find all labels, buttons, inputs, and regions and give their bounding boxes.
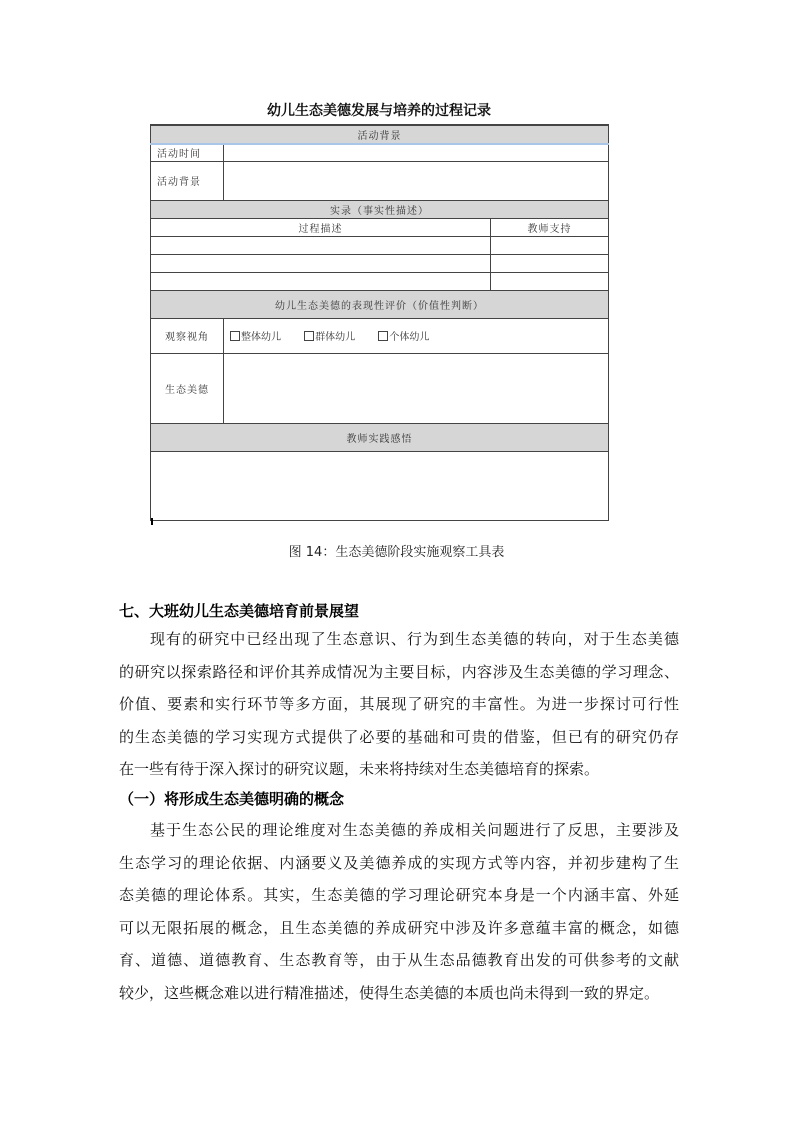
paragraph-line: 较少，这些概念难以进行精准描述，使得生态美德的本质也尚未得到一致的界定。 (119, 983, 660, 1002)
option-individual-child[interactable]: 个体幼儿 (378, 328, 429, 343)
eco-virtue-label: 生态美德 (151, 353, 224, 423)
subsection-heading: （一）将形成生态美德明确的概念 (119, 790, 345, 808)
text-cursor-mark (151, 518, 153, 525)
observation-table (150, 124, 609, 521)
paragraph-line: 生态学习的理论依据、内涵要义及美德养成的实现方式等内容，并初步建构了生 (119, 853, 679, 872)
evaluation-header: 幼儿生态美德的表现性评价（价值性判断） (151, 290, 609, 318)
activity-background-header: 活动背景 (151, 125, 609, 144)
paragraph-line: 的研究以探索路径和评价其养成情况为主要目标，内容涉及生态美德的学习理念、 (119, 662, 679, 681)
paragraph-line: 态美德的理论体系。其实，生态美德的学习理论研究本身是一个内涵丰富、外延 (119, 886, 679, 904)
paragraph-line: 价值、要素和实行环节等多方面，其展现了研究的丰富性。为进一步探讨可行性 (119, 695, 679, 713)
paragraph-line: 在一些有待于深入探讨的研究议题，未来将持续对生态美德培育的探索。 (119, 760, 600, 778)
checkbox-icon (378, 331, 388, 341)
section-paragraph (119, 623, 679, 786)
activity-time-label: 活动时间 (151, 144, 224, 161)
eco-virtue-value (224, 353, 609, 423)
subsection-paragraph (119, 814, 679, 1009)
checkbox-icon (304, 331, 314, 341)
perspective-label: 观察视角 (151, 318, 224, 353)
figure-caption: 图 14：生态美德阶段实施观察工具表 (288, 545, 505, 560)
paragraph-line: 可以无限拓展的概念，且生态美德的养成研究中涉及许多意蕴丰富的概念，如德 (119, 918, 679, 937)
paragraph-line: 育、道德、道德教育、生态教育等，由于从生态品德教育出发的可供参考的文献 (119, 951, 679, 969)
activity-background-value (224, 161, 609, 200)
paragraph-line: 现有的研究中已经出现了生态意识、行为到生态美德的转向，对于生态美德 (150, 630, 679, 648)
activity-time-value (224, 144, 609, 161)
option-whole-children[interactable]: 整体幼儿 (230, 328, 281, 343)
record-header: 实录（事实性描述） (151, 200, 609, 218)
table-title: 幼儿生态美德发展与培养的过程记录 (267, 103, 491, 119)
process-description-header: 过程描述 (151, 218, 491, 236)
record-row (151, 236, 609, 254)
option-group-children[interactable]: 群体幼儿 (304, 328, 355, 343)
paragraph-line: 的生态美德的学习实现方式提供了必要的基础和可贵的借鉴，但已有的研究仍存 (119, 727, 679, 746)
reflection-value (151, 451, 609, 520)
checkbox-icon (230, 331, 240, 341)
reflection-header: 教师实践感悟 (151, 423, 609, 451)
record-row (151, 254, 609, 272)
record-row (151, 272, 609, 290)
activity-background-label: 活动背景 (151, 161, 224, 200)
perspective-options (224, 318, 609, 353)
paragraph-line: 基于生态公民的理论维度对生态美德的养成相关问题进行了反思，主要涉及 (150, 821, 679, 839)
teacher-support-header: 教师支持 (491, 218, 609, 236)
section-heading: 七、大班幼儿生态美德培育前景展望 (119, 602, 360, 620)
